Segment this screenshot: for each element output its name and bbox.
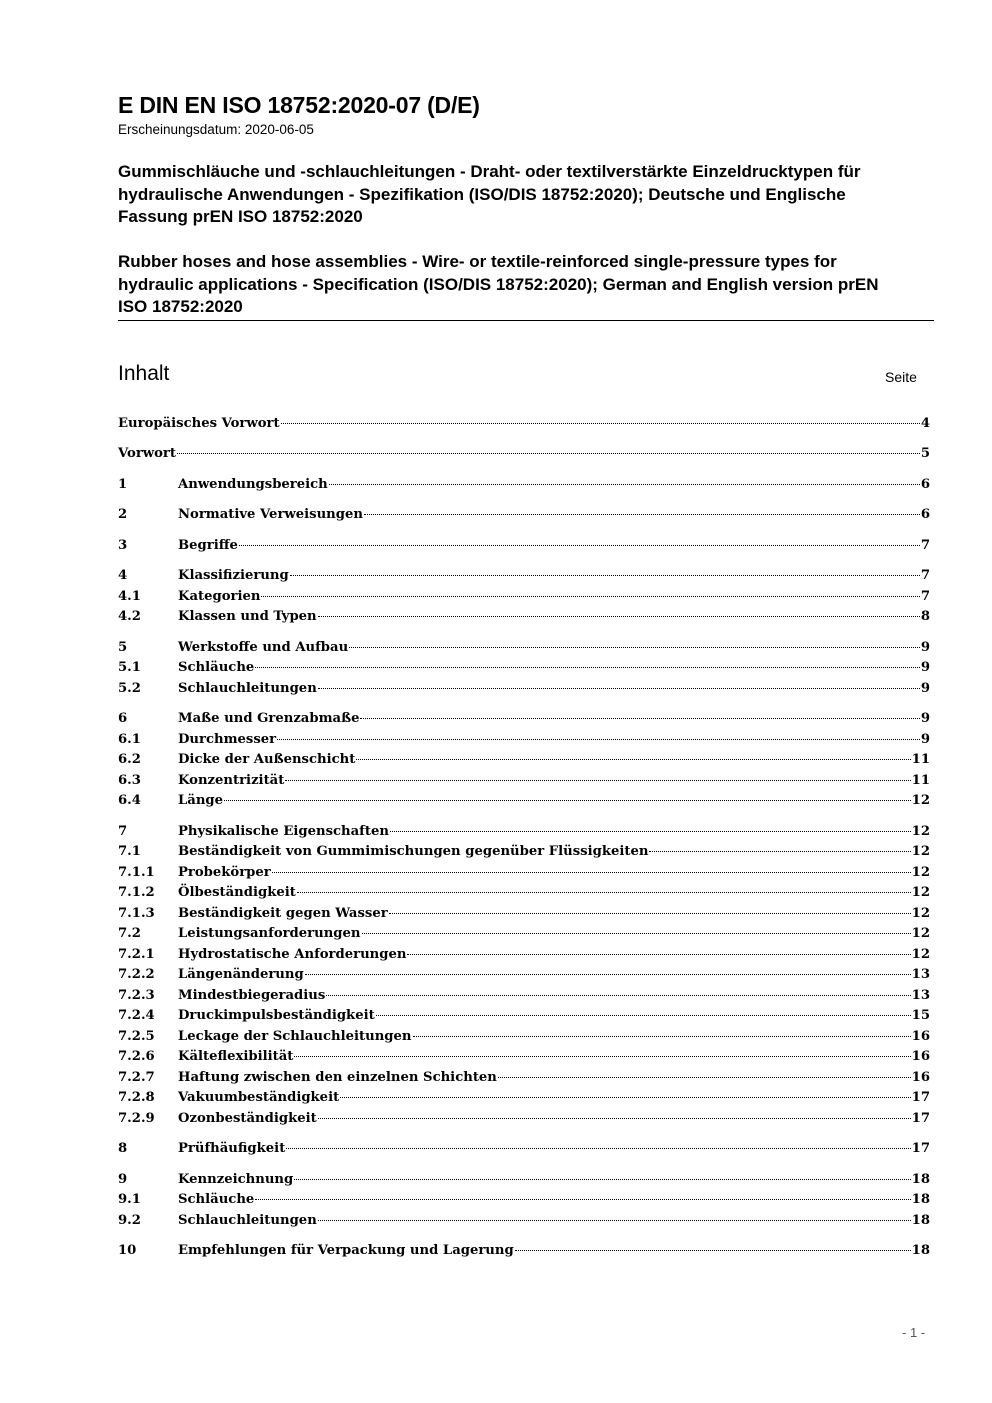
page-number: - 1 - [902,1325,926,1340]
toc-entry[interactable] [118,1172,930,1192]
toc-entry-number: 7.2.8 [118,1090,155,1105]
toc-entry[interactable] [118,1213,930,1233]
toc-entry-number: 9 [118,1172,128,1187]
toc-entry-page: 4 [920,416,930,431]
toc-dot-leader [294,1056,910,1057]
toc-dot-leader [272,872,911,873]
toc-entry-title: Druckimpulsbeständigkeit [178,1008,375,1023]
toc-entry-title: Leckage der Schlauchleitungen [178,1029,412,1044]
toc-entry-number: 5.2 [118,681,141,696]
toc-entry-title: Beständigkeit von Gummimischungen gegenüber Flüssigkeiten [178,844,649,859]
toc-entry-number: 1 [118,477,128,492]
toc-entry-title: Klassifizierung [178,568,289,583]
toc-entry-page: 9 [920,732,930,747]
toc-dot-leader [177,453,920,454]
toc-entry[interactable] [118,1090,930,1110]
toc-entry[interactable] [118,660,930,680]
toc-dot-leader [349,647,920,648]
toc-entry[interactable] [118,477,930,497]
toc-entry[interactable] [118,988,930,1008]
toc-entry-number: 7.2.2 [118,967,155,982]
document-id: E DIN EN ISO 18752:2020-07 (D/E) [118,92,480,118]
toc-entry-number: 7.2.4 [118,1008,155,1023]
toc-dot-leader [318,1220,911,1221]
toc-entry[interactable] [118,967,930,987]
toc-entry-title: Normative Verweisungen [178,507,363,522]
toc-entry[interactable] [118,681,930,701]
toc-entry-page: 18 [911,1243,930,1258]
toc-dot-leader [515,1250,911,1251]
toc-dot-leader [305,974,911,975]
toc-entry-number: 7 [118,824,128,839]
toc-entry-number: 3 [118,538,128,553]
toc-entry-number: 6.2 [118,752,141,767]
toc-entry[interactable] [118,793,930,813]
toc-entry-page: 11 [911,773,930,788]
toc-entry[interactable] [118,752,930,772]
toc-entry-title: Durchmesser [178,732,277,747]
toc-entry-page: 15 [911,1008,930,1023]
toc-entry-number: 7.1.2 [118,885,155,900]
toc-entry-page: 17 [911,1090,930,1105]
toc-dot-leader [255,667,920,668]
toc-entry[interactable] [118,885,930,905]
toc-entry[interactable] [118,1111,930,1131]
toc-entry-title: Schläuche [178,660,255,675]
toc-entry-page: 7 [920,538,930,553]
toc-dot-leader [318,688,920,689]
toc-entry-number: 7.2.6 [118,1049,155,1064]
toc-dot-leader [498,1077,911,1078]
toc-entry-title: Klassen und Typen [178,609,317,624]
toc-entry-number: 7.2 [118,926,141,941]
toc-entry-title: Haftung zwischen den einzelnen Schichten [178,1070,497,1085]
toc-entry[interactable] [118,1192,930,1212]
toc-dot-leader [286,1148,910,1149]
toc-entry-number: 6.3 [118,773,141,788]
title-english: Rubber hoses and hose assemblies - Wire- or textile-reinforced single-pressure types for hydraulic applications - Specification (ISO/DIS 18752:2020); German and English version prEN ISO 18752:2020 [118,252,879,316]
toc-entry[interactable] [118,1049,930,1069]
toc-dot-leader [390,831,911,832]
toc-dot-leader [340,1097,910,1098]
toc-entry-title: Ozonbeständigkeit [178,1111,317,1126]
toc-entry[interactable] [118,416,930,436]
toc-entry-page: 16 [911,1070,930,1085]
toc-dot-leader [239,545,920,546]
toc-dot-leader [281,423,920,424]
toc-entry-number: 6 [118,711,128,726]
toc-entry-title: Kategorien [178,589,261,604]
toc-entry-page: 11 [911,752,930,767]
toc-entry-page: 9 [920,640,930,655]
toc-entry-page: 12 [911,865,930,880]
toc-dot-leader [413,1036,911,1037]
toc-entry[interactable] [118,773,930,793]
toc-entry-number: 7.2.3 [118,988,155,1003]
toc-dot-leader [285,780,910,781]
toc-entry-title: Kälteflexibilität [178,1049,294,1064]
toc-entry[interactable] [118,640,930,660]
toc-entry[interactable] [118,732,930,752]
toc-entry-title: Begriffe [178,538,238,553]
toc-entry-number: 5 [118,640,128,655]
toc-entry-title: Probekörper [178,865,271,880]
toc-dot-leader [364,514,920,515]
toc-entry[interactable] [118,947,930,967]
toc-entry-title: Dicke der Außenschicht [178,752,356,767]
title-german: Gummischläuche und -schlauchleitungen - Draht- oder textilverstärkte Einzeldrucktypen für hydraulische Anwendungen - Spezifikation (ISO/DIS 18752:2020); Deutsche und Englische Fassung prEN ISO 18752:2020 [118,162,861,226]
toc-entry-number: 7.2.7 [118,1070,155,1085]
toc-entry-page: 9 [920,660,930,675]
toc-entry-page: 12 [911,885,930,900]
toc-entry-number: 8 [118,1141,128,1156]
toc-dot-leader [290,575,920,576]
toc-entry-page: 12 [911,844,930,859]
toc-entry[interactable] [118,1008,930,1028]
toc-entry[interactable] [118,844,930,864]
toc-entry-title: Ölbeständigkeit [178,885,296,900]
toc-entry-title: Europäisches Vorwort [118,416,280,431]
toc-entry-title: Kennzeichnung [178,1172,294,1187]
toc-entry-title: Vorwort [118,446,176,461]
toc-entry-number: 5.1 [118,660,141,675]
toc-entry-number: 7.1.1 [118,865,155,880]
toc-entry-page: 18 [911,1213,930,1228]
toc-dot-leader [326,995,910,996]
toc-entry-title: Leistungsanforderungen [178,926,361,941]
toc-dot-leader [318,616,920,617]
toc-dot-leader [224,800,911,801]
toc-entry[interactable] [118,926,930,946]
toc-entry[interactable] [118,711,930,731]
toc-entry-number: 7.2.1 [118,947,155,962]
toc-entry-title: Hydrostatische Anforderungen [178,947,407,962]
publication-date: Erscheinungsdatum: 2020-06-05 [118,122,314,137]
toc-entry[interactable] [118,609,930,629]
toc-dot-leader [329,484,920,485]
toc-dot-leader [362,933,911,934]
toc-page-column-label: Seite [885,369,917,385]
toc-entry-page: 18 [911,1192,930,1207]
toc-entry-page: 13 [911,967,930,982]
toc-heading: Inhalt [118,362,170,385]
toc-entry-page: 13 [911,988,930,1003]
toc-dot-leader [389,913,911,914]
toc-entry-number: 4 [118,568,128,583]
toc-entry-title: Länge [178,793,224,808]
toc-entry[interactable] [118,1070,930,1090]
header-divider [118,320,934,321]
toc-entry-title: Prüfhäufigkeit [178,1141,286,1156]
toc-entry-page: 9 [920,681,930,696]
toc-entry-number: 4.2 [118,609,141,624]
toc-dot-leader [376,1015,911,1016]
toc-entry-page: 17 [911,1141,930,1156]
toc-entry-title: Physikalische Eigenschaften [178,824,389,839]
toc-entry-number: 7.1.3 [118,906,155,921]
toc-entry-number: 7.2.9 [118,1111,155,1126]
toc-entry-number: 10 [118,1243,137,1258]
toc-entry-number: 6.4 [118,793,141,808]
toc-entry-page: 12 [911,947,930,962]
toc-entry-page: 5 [920,446,930,461]
toc-entry-title: Mindestbiegeradius [178,988,326,1003]
toc-entry-page: 12 [911,926,930,941]
toc-dot-leader [356,759,910,760]
toc-entry-number: 6.1 [118,732,141,747]
toc-dot-leader [360,718,919,719]
toc-entry-page: 12 [911,824,930,839]
toc-dot-leader [277,739,920,740]
toc-dot-leader [255,1199,910,1200]
toc-entry-number: 4.1 [118,589,141,604]
toc-dot-leader [297,892,911,893]
toc-entry-page: 16 [911,1049,930,1064]
toc-entry-number: 9.1 [118,1192,141,1207]
toc-entry[interactable] [118,1243,930,1263]
toc-entry-page: 8 [920,609,930,624]
toc-entry-title: Schläuche [178,1192,255,1207]
toc-entry[interactable] [118,1029,930,1049]
toc-entry-page: 18 [911,1172,930,1187]
toc-entry-title: Maße und Grenzabmaße [178,711,360,726]
toc-entry-title: Längenänderung [178,967,304,982]
toc-entry[interactable] [118,824,930,844]
toc-dot-leader [294,1179,910,1180]
toc-entry-page: 9 [920,711,930,726]
toc-entry-page: 16 [911,1029,930,1044]
toc-entry-number: 9.2 [118,1213,141,1228]
toc-entry-title: Vakuumbeständigkeit [178,1090,340,1105]
toc-entry-title: Schlauchleitungen [178,1213,317,1228]
toc-entry[interactable] [118,906,930,926]
toc-entry[interactable] [118,446,930,466]
toc-entry-page: 6 [920,507,930,522]
toc-entry-title: Anwendungsbereich [178,477,328,492]
toc-entry-page: 6 [920,477,930,492]
toc-entry[interactable] [118,568,930,588]
toc-entry-page: 7 [920,568,930,583]
toc-entry-title: Konzentrizität [178,773,285,788]
toc-entry-title: Beständigkeit gegen Wasser [178,906,388,921]
toc-dot-leader [261,596,919,597]
toc-dot-leader [318,1118,911,1119]
toc-entry-number: 2 [118,507,128,522]
toc-entry[interactable] [118,507,930,527]
toc-entry-page: 12 [911,793,930,808]
toc-entry-number: 7.2.5 [118,1029,155,1044]
toc-entry-page: 7 [920,589,930,604]
toc-entry[interactable] [118,538,930,558]
toc-entry-page: 17 [911,1111,930,1126]
toc-entry[interactable] [118,865,930,885]
toc-entry-title: Schlauchleitungen [178,681,317,696]
toc-entry-number: 7.1 [118,844,141,859]
toc-entry-title: Werkstoffe und Aufbau [178,640,349,655]
toc-entry[interactable] [118,1141,930,1161]
toc-entry-title: Empfehlungen für Verpackung und Lagerung [178,1243,514,1258]
toc-dot-leader [407,954,910,955]
toc-entry[interactable] [118,589,930,609]
toc-dot-leader [649,851,910,852]
toc-entry-page: 12 [911,906,930,921]
